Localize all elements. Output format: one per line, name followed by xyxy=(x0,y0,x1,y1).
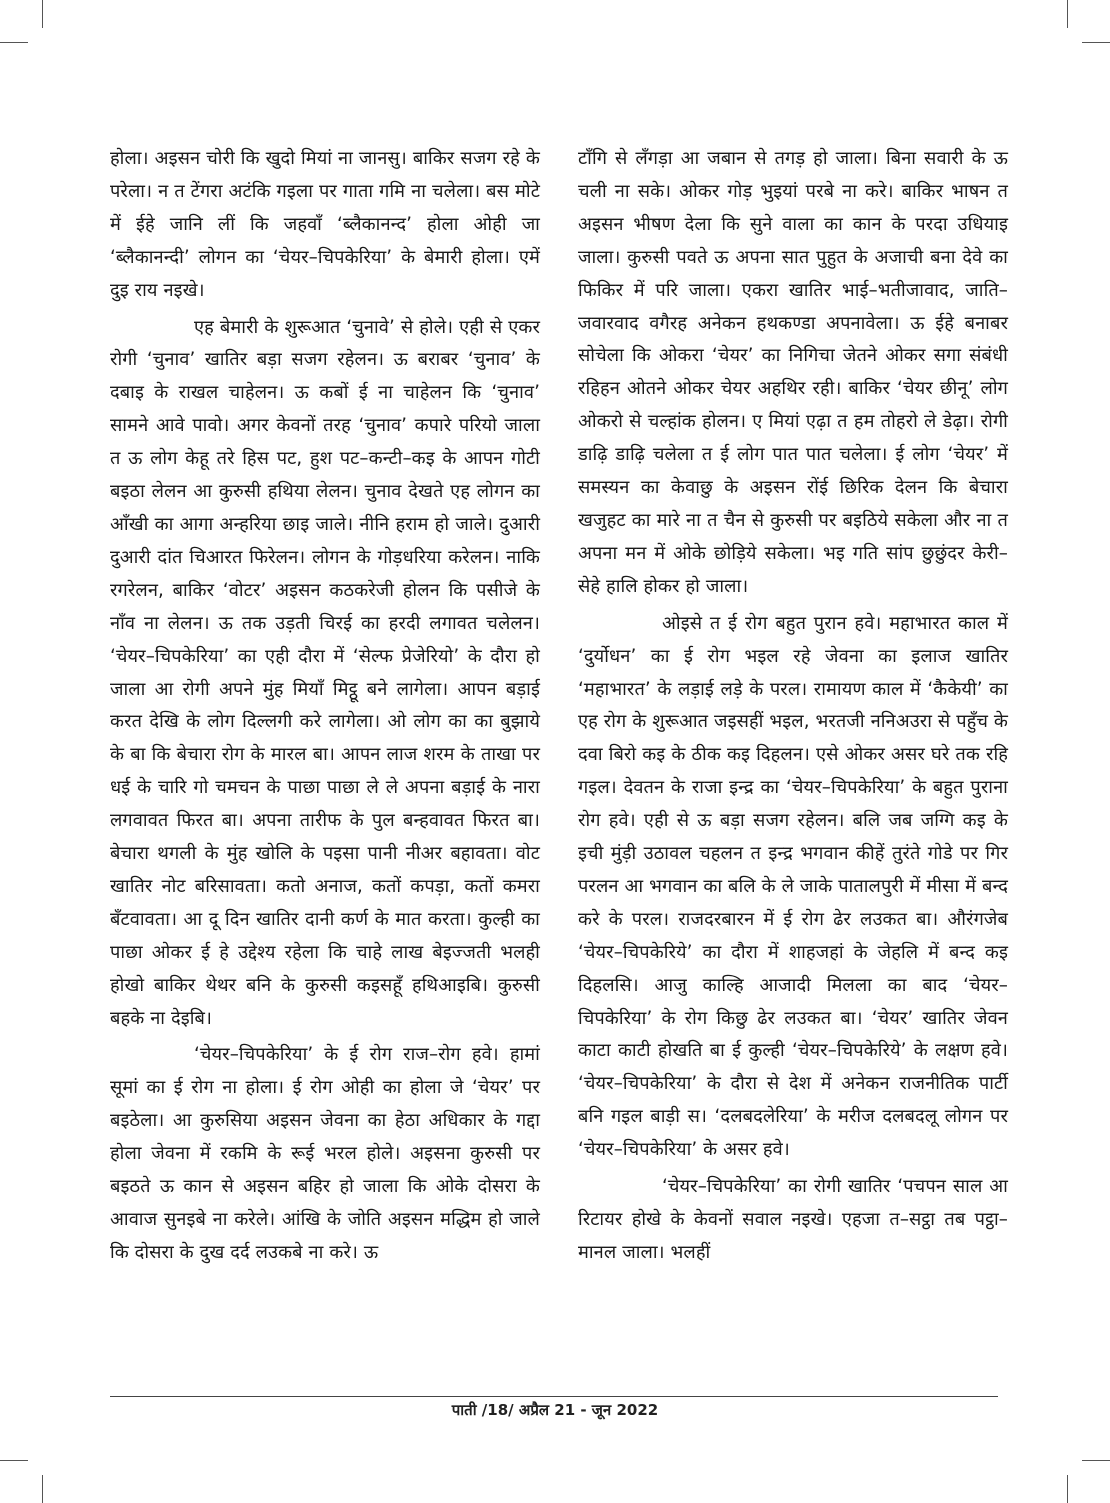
paragraph: ‘चेयर–चिपकेरिया’ का रोगी खातिर ‘पचपन साल आ रिटायर होखे के केवनों सवाल नइखे। एहजा त–सट्ठा तब पट्ठा–मानल जाला। भलहीं xyxy=(578,1176,1008,1263)
crop-mark xyxy=(42,0,43,28)
paragraph: ‘चेयर–चिपकेरिया’ के ई रोग राज–रोग हवे। हामां सूमां का ई रोग ना होला। ई रोग ओही का होला जे ‘चेयर’ पर बइठेला। आ कुरुसिया अइसन जेवना का हेठा अधिकार के गद्दा होला जेवना में रकमि के रूई भरल होले। अइसना कुरुसी पर बइठते ऊ कान से अइसन बहिर हो जाला कि ओके दोसरा के आवाज सुनइबे ना करेले। आंखि के जोति अइसन मद्धिम हो जाले कि दोसरा के दुख दर्द लउकबे ना करे। ऊ xyxy=(110,1044,540,1263)
left-column xyxy=(110,143,540,1270)
crop-mark xyxy=(42,1475,43,1503)
crop-mark xyxy=(1082,1460,1110,1461)
crop-mark xyxy=(1067,1475,1068,1503)
paragraph: एह बेमारी के शुरूआत ‘चुनावे’ से होले। एही से एकर रोगी ‘चुनाव’ खातिर बड़ा सजग रहेलन। ऊ बराबर ‘चुनाव’ के दबाइ के राखल चाहेलन। ऊ कबों ई ना चाहेलन कि ‘चुनाव’ सामने आवे पावो। अगर केवनों तरह ‘चुनाव’ कपारे परियो जाला त ऊ लोग केहू तरे हिस पट, हुश पट–कन्टी–कइ के आपन गोटी बइठा लेलन आ कुरुसी हथिया लेलन। चुनाव देखते एह लोगन का आँखी का आगा अन्हरिया छाइ जाले। नीनि हराम हो जाले। दुआरी दुआरी दांत चिआरत फिरेलन। लोगन के गोड़धरिया करेलन। नाकि रगरेलन, बाकिर ‘वोटर’ अइसन कठकरेजी होलन कि पसीजे के नाँव ना लेलन। ऊ तक उड़ती चिरई का हरदी लगावत चलेलन। ‘चेयर–चिपकेरिया’ का एही दौरा में ‘सेल्फ प्रेजेरियो’ के दौरा हो जाला आ रोगी अपने मुंह मियाँ मिट्ठू बने लागेला। आपन बड़ाई करत देखि के लोग दिल्लगी करे लागेला। ओ लोग का का बुझाये के बा कि बेचारा रोग के मारल बा। आपन लाज शरम के ताखा पर धई के चारि गो चमचन के पाछा पाछा ले ले अपना बड़ाई के नारा लगवावत फिरत बा। अपना तारीफ के पुल बन्हवावत फिरत बा। बेचारा थगली के मुंह खोलि के पइसा पानी नीअर बहावता। वोट खातिर नोट बरिसावता। कतो अनाज, कतों कपड़ा, कतों कमरा बँटवावता। आ दू दिन खातिर दानी कर्ण के मात करता। कुल्ही का पाछा ओकर ई हे उद्देश्य रहेला कि चाहे लाख बेइज्जती भलही होखो बाकिर थेथर बनि के कुरुसी कइसहूँ हथिआइबि। कुरुसी बहके ना देइबि। xyxy=(110,316,540,1029)
paragraph: ओइसे त ई रोग बहुत पुरान हवे। महाभारत काल में ‘दुर्योधन’ का ई रोग भइल रहे जेवना का इलाज खातिर ‘महाभारत’ के लड़ाई लड़े के परल। रामायण काल में ‘कैकेयी’ का एह रोग के शुरूआत जइसहीं भइल, भरतजी ननिअउरा से पहुँच के दवा बिरो कइ के ठीक कइ दिहलन। एसे ओकर असर घरे तक रहि गइल। देवतन के राजा इन्द्र का ‘चेयर–चिपकेरिया’ के बहुत पुराना रोग हवे। एही से ऊ बड़ा सजग रहेलन। बलि जब जग्गि कइ के इची मुंड़ी उठावल चहलन त इन्द्र भगवान कीहें तुरंते गोडे पर गिर परलन आ भगवान का बलि के ले जाके पातालपुरी में मीसा में बन्द करे के परल। राजदरबारन में ई रोग ढेर लउकत बा। औरंगजेब ‘चेयर–चिपकेरिये’ का दौरा में शाहजहां के जेहलि में बन्द कइ दिहलसि। आजु काल्हि आजादी मिलला का बाद ‘चेयर–चिपकेरिया’ के रोग किछु ढेर लउकत बा। ‘चेयर’ खातिर जेवन काटा काटी होखति बा ई कुल्ही ‘चेयर–चिपकेरिये’ के लक्षण हवे। ‘चेयर–चिपकेरिया’ के दौरा से देश में अनेकन राजनीतिक पार्टी बनि गइल बाड़ी स। ‘दलबदलेरिया’ के मरीज दलबदलू लोगन पर ‘चेयर–चिपकेरिया’ के असर हवे। xyxy=(578,612,1008,1161)
crop-mark xyxy=(1067,0,1068,28)
footer-rule xyxy=(110,1396,998,1397)
page-footer: पाती /18/ अप्रैल 21 - जून 2022 xyxy=(451,1401,659,1419)
crop-mark xyxy=(0,42,28,43)
crop-mark xyxy=(0,1460,28,1461)
paragraph: होला। अइसन चोरी कि खुदो मियां ना जानसु। बाकिर सजग रहे के परेला। न त टेंगरा अटंकि गइला पर गाता गमि ना चलेला। बस मोटे में ईहे जानि लीं कि जहवाँ ‘ब्लैकानन्द’ होला ओही जा ‘ब्लैकानन्दी’ लोगन का ‘चेयर–चिपकेरिया’ के बेमारी होला। एमें दुइ राय नइखे। xyxy=(110,148,540,301)
paragraph: टाँगि से लँगड़ा आ जबान से तगड़ हो जाला। बिना सवारी के ऊ चली ना सके। ओकर गोड़ भुइयां परबे ना करे। बाकिर भाषन त अइसन भीषण देला कि सुने वाला का कान के परदा उधियाइ जाला। कुरुसी पवते ऊ अपना सात पुहुत के अजाची बना देवे का फिकिर में परि जाला। एकरा खातिर भाई–भतीजावाद, जाति–जवारवाद वगैरह अनेकन हथकण्डा अपनावेला। ऊ ईहे बनाबर सोचेला कि ओकरा ‘चेयर’ का निगिचा जेतने ओकर सगा संबंधी रहिहन ओतने ओकर चेयर अहथिर रही। बाकिर ‘चेयर छीनू’ लोग ओकरो से चल्हांक होलन। ए मियां एढ़ा त हम तोहरो ले डेढ़ा। रोगी डाढ़ि डाढ़ि चलेला त ई लोग पात पात चलेला। ई लोग ‘चेयर’ में समस्यन का केवाछु के अइसन रोंई छिरिक देलन कि बेचारा खजुहट का मारे ना त चैन से कुरुसी पर बइठिये सकेला और ना त अपना मन में ओके छोड़िये सकेला। भइ गति सांप छुछुंदर केरी–सेहे हालि होकर हो जाला। xyxy=(578,148,1008,597)
crop-mark xyxy=(1082,42,1110,43)
right-column xyxy=(578,143,1008,1270)
